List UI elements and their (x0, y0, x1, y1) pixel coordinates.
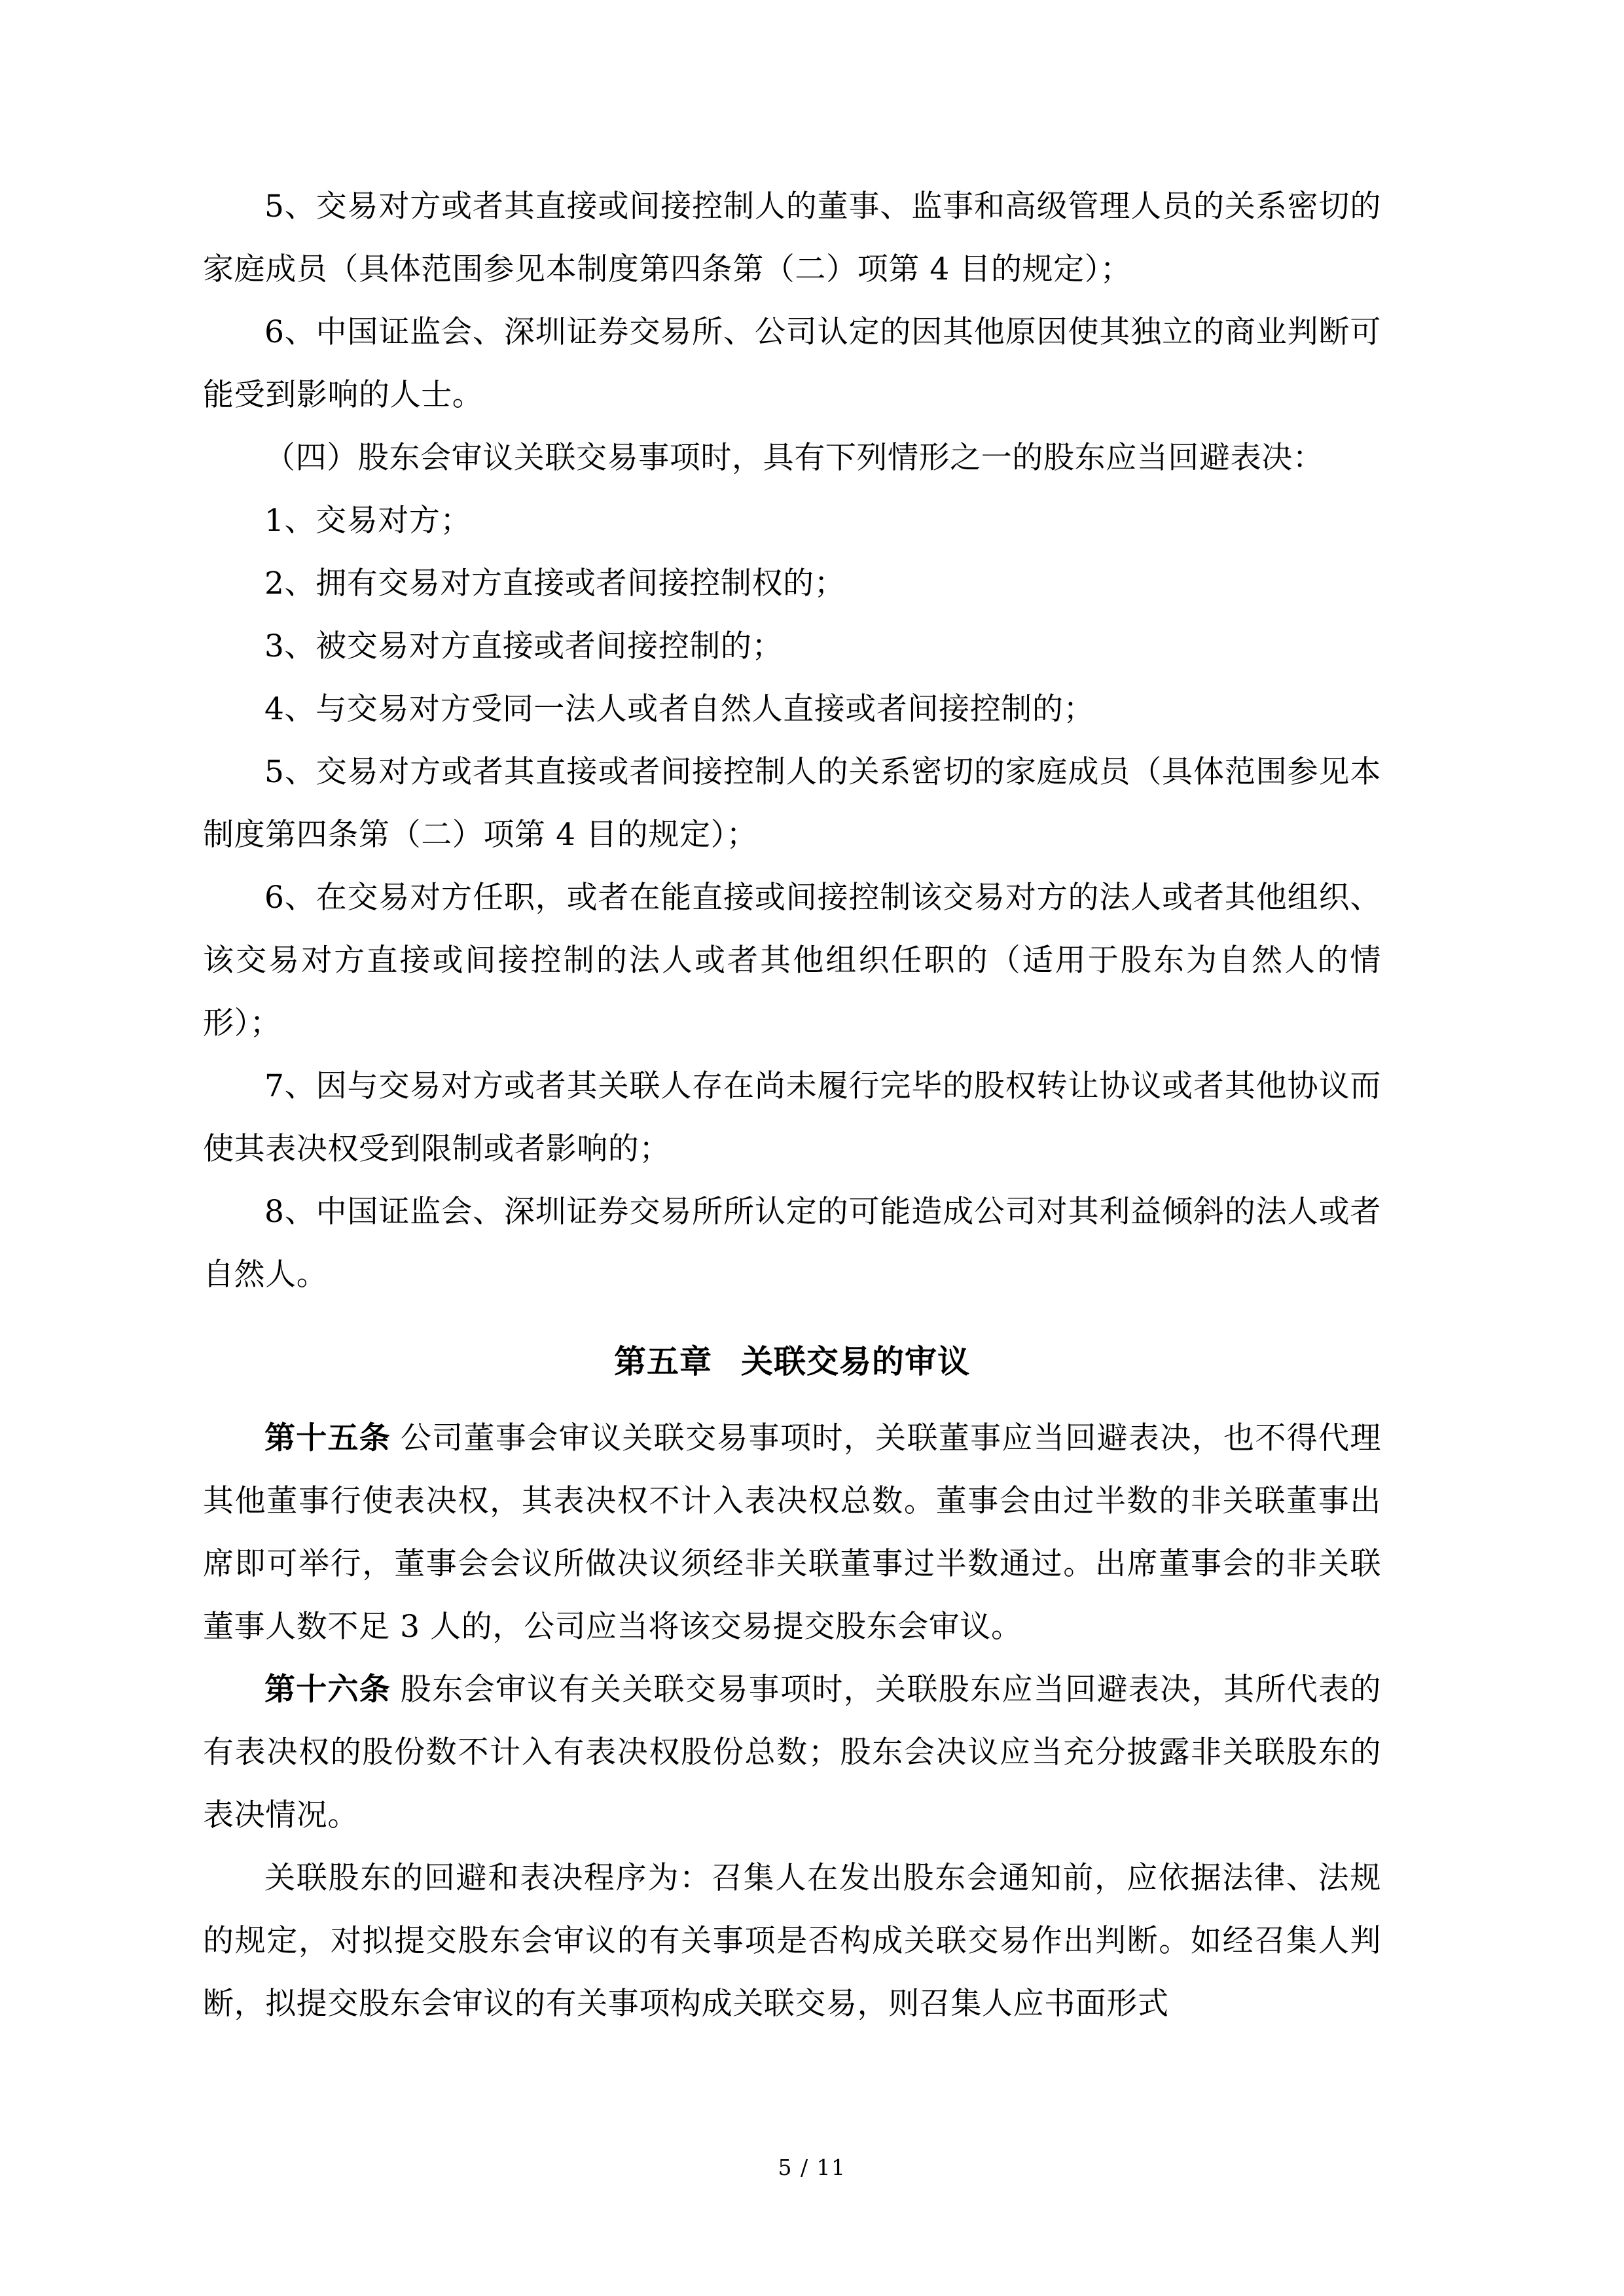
closing-paragraph: 关联股东的回避和表决程序为：召集人在发出股东会通知前，应依据法律、法规的规定，对拟提交股东会审议的有关事项是否构成关联交易作出判断。如经召集人判断，拟提交股东会审议的有关事项构成关联交易，则召集人应书面形式 (203, 1860, 1381, 2022)
list-item: 5、交易对方或者其直接或间接控制人的董事、监事和高级管理人员的关系密切的家庭成员（具体范围参见本制度第四条第（二）项第 4 目的规定）； (203, 188, 1381, 287)
clause-paragraph: （四）股东会审议关联交易事项时，具有下列情形之一的股东应当回避表决： (264, 440, 1324, 476)
page-content (203, 175, 1381, 2036)
list-item: 5、交易对方或者其直接或者间接控制人的关系密切的家庭成员（具体范围参见本制度第四条第（二）项第 4 目的规定）； (203, 754, 1381, 853)
article-label: 第十五条 (264, 1420, 391, 1456)
article-paragraph (203, 1659, 1381, 1847)
page-footer (0, 2155, 1624, 2180)
chapter-number: 第五章 (613, 1342, 712, 1380)
chapter-heading (203, 1330, 1381, 1393)
page-number: 5 / 11 (778, 2155, 846, 2180)
article-text: 公司董事会审议关联交易事项时，关联董事应当回避表决，也不得代理其他董事行使表决权，其表决权不计入表决权总数。董事会由过半数的非关联董事出席即可举行，董事会会议所做决议须经非关联董事过半数通过。出席董事会的非关联董事人数不足 3 人的，公司应当将该交易提交股东会审议。 (203, 1420, 1382, 1645)
list-item: 7、因与交易对方或者其关联人存在尚未履行完毕的股权转让协议或者其他协议而使其表决权受到限制或者影响的； (203, 1068, 1381, 1167)
article-paragraph (203, 1407, 1381, 1659)
list-item: 1、交易对方； (264, 503, 472, 539)
list-item: 6、中国证监会、深圳证券交易所、公司认定的因其他原因使其独立的商业判断可能受到影响的人士。 (203, 314, 1381, 413)
article-text: 股东会审议有关关联交易事项时，关联股东应当回避表决，其所代表的有表决权的股份数不计入有表决权股份总数；股东会决议应当充分披露非关联股东的表决情况。 (203, 1672, 1382, 1833)
list-item: 6、在交易对方任职，或者在能直接或间接控制该交易对方的法人或者其他组织、该交易对方直接或间接控制的法人或者其他组织任职的（适用于股东为自然人的情形）； (203, 880, 1381, 1041)
article-label: 第十六条 (264, 1672, 391, 1708)
list-item: 2、拥有交易对方直接或者间接控制权的； (264, 565, 846, 601)
list-item: 4、与交易对方受同一法人或者自然人直接或者间接控制的； (264, 691, 1095, 727)
list-item: 3、被交易对方直接或者间接控制的； (264, 628, 784, 664)
chapter-title: 关联交易的审议 (741, 1342, 971, 1380)
list-item: 8、中国证监会、深圳证券交易所所认定的可能造成公司对其利益倾斜的法人或者自然人。 (203, 1194, 1381, 1293)
